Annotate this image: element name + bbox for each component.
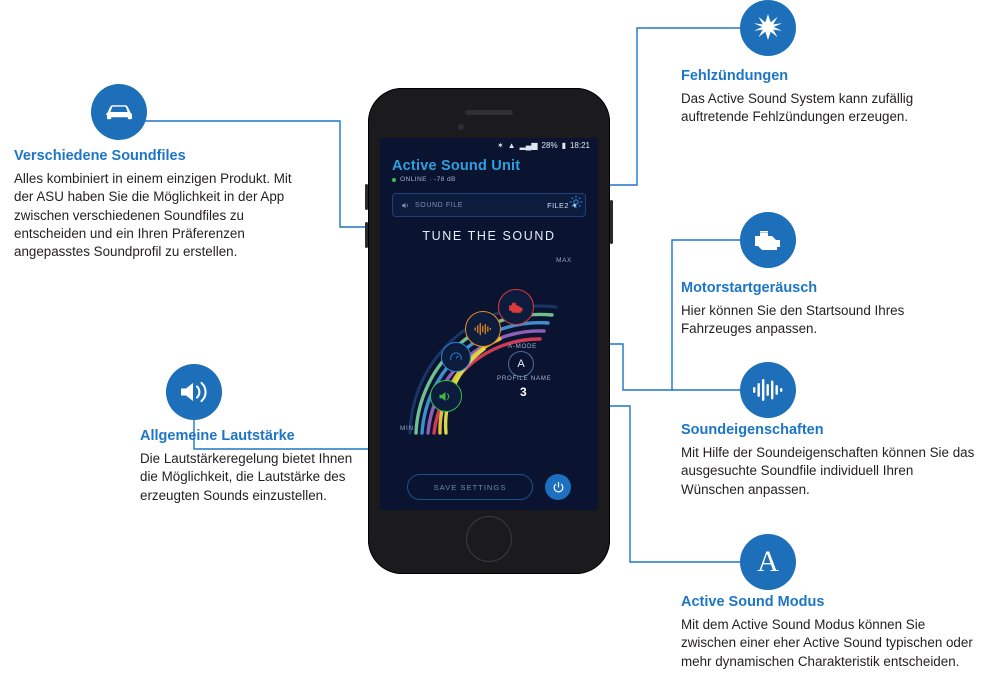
callout-title: Active Sound Modus	[681, 594, 825, 610]
sound-properties-knob[interactable]	[465, 311, 501, 347]
signal-icon: ▂▄▆	[519, 140, 538, 150]
waveform-icon	[740, 362, 796, 418]
phone-earpiece	[465, 110, 513, 115]
status-bar	[380, 138, 598, 152]
power-icon	[552, 481, 565, 494]
callout-title: Verschiedene Soundfiles	[14, 148, 186, 164]
profile-name-label: PROFILE NAME	[497, 375, 552, 382]
connection-status	[392, 176, 586, 183]
max-label: MAX	[556, 257, 572, 264]
callout-body: Alles kombiniert in einem einzigen Produkt. Mit der ASU haben Sie die Möglichkeit in der App zwischen verschiedenen Soundfiles zu entscheiden und ein Ihren Präferenzen angepasstes Soundprofil zu erstellen.	[14, 171, 292, 259]
callout-activesoundmode	[681, 594, 977, 671]
callout-soundfiles	[14, 148, 314, 261]
clock: 18:21	[569, 140, 590, 150]
chevron-down-icon: ▾	[572, 200, 577, 210]
callout-title: Allgemeine Lautstärke	[140, 428, 295, 444]
callout-body: Das Active Sound System kann zufällig auftretende Fehlzündungen erzeugen.	[681, 91, 914, 125]
phone-side-button	[610, 200, 613, 244]
app-title: Active Sound Unit	[392, 158, 521, 174]
speaker-small-icon	[401, 201, 410, 210]
a-letter-icon	[740, 534, 796, 590]
profile-knob[interactable]	[441, 342, 471, 372]
callout-body: Mit Hilfe der Soundeigenschaften können Sie das ausgesuchte Soundfile individuell Ihren Wünschen anpassen.	[681, 445, 975, 497]
online-dot-icon	[392, 178, 396, 182]
speaker-icon	[166, 364, 222, 420]
amode-value[interactable]: A	[508, 351, 534, 377]
engine-icon	[507, 301, 525, 314]
callout-body: Die Lautstärkeregelung bietet Ihnen die Möglichkeit, die Lautstärke des erzeugten Sounds einzustellen.	[140, 451, 353, 503]
soundfile-left	[401, 201, 463, 210]
soundfile-selector[interactable]	[392, 193, 586, 217]
profile-name-value: 3	[520, 385, 527, 399]
soundfile-label: SOUND FILE	[415, 201, 464, 209]
app-header	[380, 152, 598, 185]
home-button[interactable]	[466, 516, 512, 562]
spark-icon	[740, 0, 796, 56]
speaker-icon	[438, 390, 454, 403]
waveform-icon	[474, 322, 492, 336]
callout-title: Fehlzündungen	[681, 68, 789, 84]
screen-headline: TUNE THE SOUND	[422, 229, 556, 243]
callout-title: Motorstartgeräusch	[681, 280, 818, 296]
car-icon	[91, 84, 147, 140]
soundfile-value: FILE2	[547, 200, 569, 210]
engine-sound-knob[interactable]	[498, 289, 534, 325]
connection-status-label: ONLINE · -78 dB	[400, 176, 456, 183]
bluetooth-icon: ✶	[496, 140, 504, 150]
callout-body: Mit dem Active Sound Modus können Sie zwischen einer eher Active Sound typischen oder mehr dynamischen Charakteristik entscheiden.	[681, 617, 973, 669]
volume-knob[interactable]	[430, 380, 462, 412]
a-letter-glyph: A	[757, 545, 779, 578]
screen-footer	[380, 474, 598, 500]
callout-misfire	[681, 68, 977, 127]
battery-icon: ▮	[561, 140, 566, 150]
min-label: MIN	[400, 425, 414, 432]
callout-title: Soundeigenschaften	[681, 422, 824, 438]
callout-soundprops	[681, 422, 977, 499]
callout-body: Hier können Sie den Startsound Ihres Fahrzeuges anpassen.	[681, 303, 905, 337]
power-button[interactable]	[545, 474, 571, 500]
wifi-icon: ▲	[507, 140, 516, 150]
callout-volume	[140, 428, 355, 505]
gear-icon[interactable]	[568, 194, 584, 215]
save-settings-button[interactable]: SAVE SETTINGS	[407, 474, 533, 500]
callout-enginestart	[681, 280, 971, 339]
amode-label: A-MODE	[508, 343, 537, 350]
battery-percent: 28%	[541, 140, 558, 150]
phone-front-camera	[458, 124, 464, 130]
tuning-dial[interactable]	[380, 247, 598, 462]
phone-screen	[380, 138, 598, 510]
smartphone-mockup	[368, 88, 610, 574]
engine-icon	[740, 212, 796, 268]
speedometer-icon	[449, 350, 463, 364]
